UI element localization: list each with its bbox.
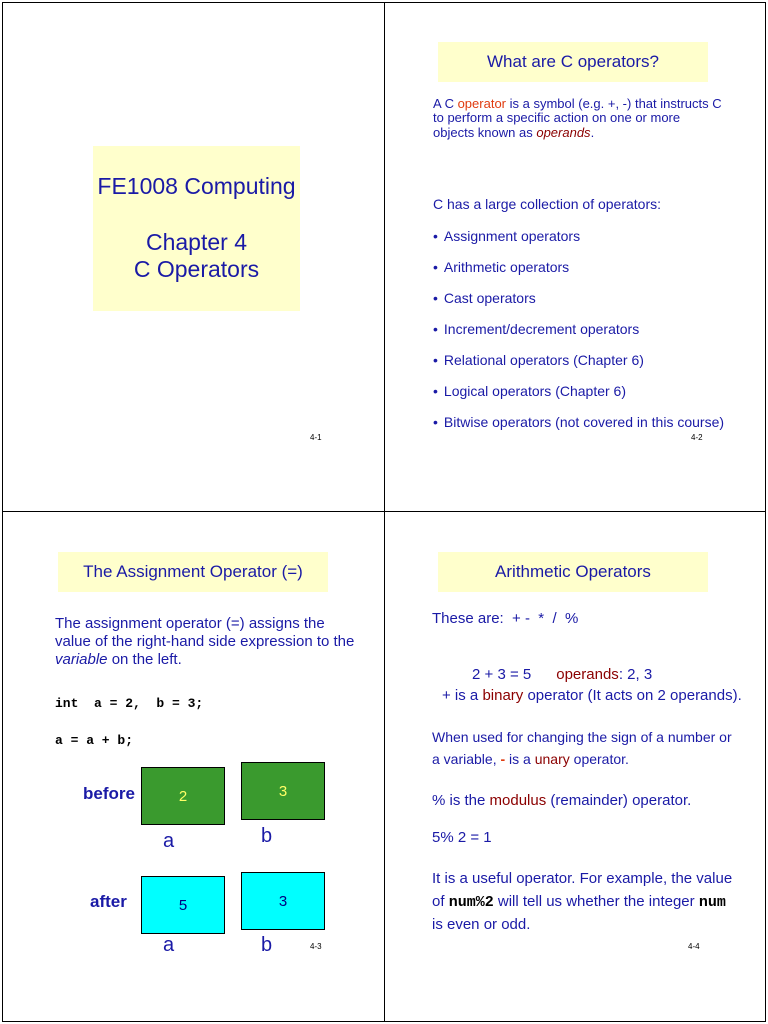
list-item: • Cast operators xyxy=(433,290,753,321)
before-label: before xyxy=(83,784,135,803)
slide-1 xyxy=(3,3,384,511)
variable-term: variable xyxy=(55,651,108,668)
slide-2-heading: What are C operators? xyxy=(487,52,659,71)
collection-text: C has a large collection of operators: xyxy=(433,196,662,212)
slide-4 xyxy=(385,512,765,1021)
unary-text: When used for changing the sign of a number or a variable, - is a unary operator. xyxy=(432,729,732,767)
slide-4-heading-box xyxy=(438,552,708,592)
operator-list xyxy=(433,228,753,445)
example-line: 2 + 3 = 5 operands: 2, 3 xyxy=(472,665,653,683)
code-num: num xyxy=(698,893,726,911)
after-b-box: 3 xyxy=(241,872,325,930)
after-label: after xyxy=(90,892,127,911)
code-num-mod-2: num%2 xyxy=(448,893,494,911)
page-number: 4-4 xyxy=(688,942,700,951)
slide-1-title-box xyxy=(93,146,300,311)
slide-3 xyxy=(3,512,384,1021)
var-b-label-before: b xyxy=(261,825,273,847)
operands-word: operands xyxy=(556,665,619,683)
unary-word: unary xyxy=(534,750,570,767)
modulus-example: 5% 2 = 1 xyxy=(432,829,492,846)
slide-3-heading-box xyxy=(58,552,328,592)
operator-definition: A C operator is a symbol (e.g. +, -) that instructs C to perform a specific action on one or more objects known as operands. xyxy=(433,96,722,140)
list-item: • Increment/decrement operators xyxy=(433,321,753,352)
useful-text: It is a useful operator. For example, the value of num%2 will tell us whether the integer num is even or odd. xyxy=(432,870,733,933)
var-a-label-after: a xyxy=(163,934,175,956)
var-b-label-after: b xyxy=(261,934,273,956)
var-a-label-before: a xyxy=(163,830,175,852)
operator-term: operator xyxy=(457,96,506,111)
course-title: FE1008 Computing xyxy=(97,173,296,200)
list-item: • Arithmetic operators xyxy=(433,259,753,290)
page-number: 4-3 xyxy=(310,942,322,951)
list-item: • Assignment operators xyxy=(433,228,753,259)
before-a-box: 2 xyxy=(141,767,225,825)
binary-word: binary xyxy=(482,687,524,704)
chapter-number: Chapter 4 xyxy=(145,228,247,255)
page-number: 4-1 xyxy=(310,433,322,442)
slide-4-heading: Arithmetic Operators xyxy=(495,562,651,581)
modulus-line: % is the modulus (remainder) operator. xyxy=(432,792,692,809)
operators-list-line: These are: + - * / % xyxy=(432,610,579,627)
page-border-right xyxy=(765,2,766,1022)
after-a-box: 5 xyxy=(141,876,225,934)
operands-term: operands xyxy=(536,124,591,140)
unary-minus: - xyxy=(500,750,506,767)
list-item: • Relational operators (Chapter 6) xyxy=(433,352,753,383)
before-b-box: 3 xyxy=(241,762,325,820)
slide-3-heading: The Assignment Operator (=) xyxy=(83,562,303,581)
page-number: 4-2 xyxy=(691,433,703,442)
binary-line: + is a binary operator (It acts on 2 operands). xyxy=(442,687,742,704)
code-declaration: int a = 2, b = 3; xyxy=(55,696,204,711)
slide-2-heading-box xyxy=(438,42,708,82)
assignment-description: The assignment operator (=) assigns the value of the right-hand side expression to the variable on the left. xyxy=(55,615,355,668)
example-expression: 2 + 3 = 5 xyxy=(472,665,532,683)
list-item: • Logical operators (Chapter 6) xyxy=(433,383,753,414)
chapter-title: C Operators xyxy=(133,256,260,283)
list-item: • Bitwise operators (not covered in this course) xyxy=(433,414,753,445)
slide-2 xyxy=(385,3,765,511)
modulus-word: modulus xyxy=(489,792,547,809)
code-assignment: a = a + b; xyxy=(55,733,134,748)
